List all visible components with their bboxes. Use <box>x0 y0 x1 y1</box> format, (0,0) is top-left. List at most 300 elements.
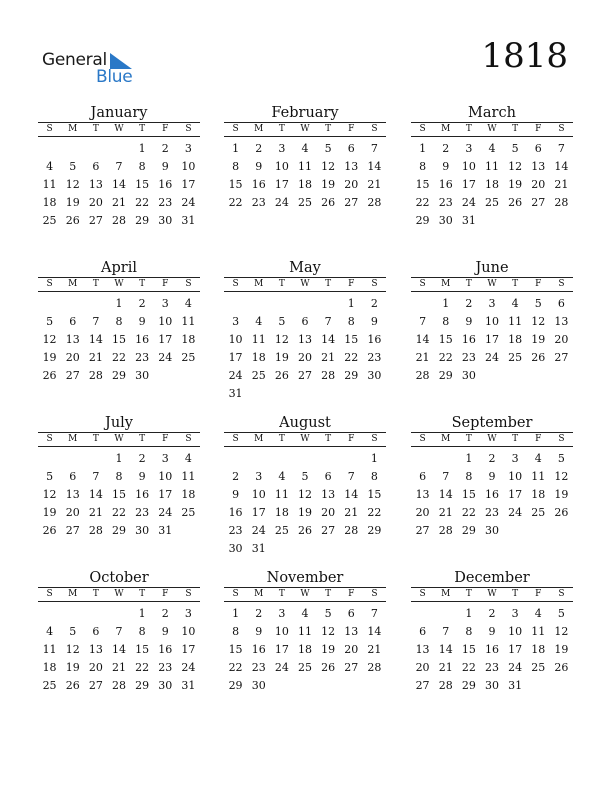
weekday-header: S <box>371 279 378 289</box>
day-cell: 30 <box>135 369 150 382</box>
day-cell: 4 <box>301 142 309 155</box>
weekday-header: T <box>278 589 285 599</box>
day-cell: 3 <box>184 607 192 620</box>
empty-day-cell <box>247 450 270 468</box>
day-cell: 16 <box>158 643 173 656</box>
day-cell: 18 <box>251 351 266 364</box>
day-cell: 29 <box>415 214 430 227</box>
day-cell: 6 <box>69 470 77 483</box>
day-cell: 6 <box>347 607 355 620</box>
day-cell: 11 <box>484 160 499 173</box>
empty-day-cell <box>317 295 340 313</box>
day-cell: 11 <box>42 643 57 656</box>
weekday-header: S <box>558 589 565 599</box>
weekday-header: T <box>325 434 332 444</box>
day-cell: 15 <box>344 333 359 346</box>
day-grid <box>411 450 573 540</box>
day-cell: 13 <box>88 178 103 191</box>
empty-day-cell <box>61 295 84 313</box>
day-cell: 22 <box>135 661 150 674</box>
empty-day-cell <box>247 295 270 313</box>
month-october <box>38 570 200 695</box>
month-name: November <box>266 570 344 586</box>
day-cell: 23 <box>228 524 243 537</box>
day-cell: 8 <box>232 625 240 638</box>
day-cell: 17 <box>181 178 196 191</box>
day-cell: 20 <box>65 506 80 519</box>
day-cell: 15 <box>461 643 476 656</box>
day-cell: 10 <box>158 470 173 483</box>
weekday-header: S <box>46 589 53 599</box>
day-grid <box>411 605 573 695</box>
day-cell: 13 <box>415 643 430 656</box>
empty-day-cell <box>293 450 316 468</box>
day-cell: 21 <box>367 643 382 656</box>
day-cell: 24 <box>228 369 243 382</box>
empty-day-cell <box>84 140 107 158</box>
day-cell: 3 <box>161 297 169 310</box>
day-cell: 24 <box>461 196 476 209</box>
day-cell: 7 <box>115 160 123 173</box>
day-cell: 12 <box>554 625 569 638</box>
day-cell: 13 <box>554 315 569 328</box>
day-cell: 28 <box>111 679 126 692</box>
month-name: October <box>89 570 149 586</box>
day-cell: 21 <box>88 506 103 519</box>
weekday-header: T <box>325 279 332 289</box>
weekday-header-row <box>224 587 386 602</box>
day-cell: 25 <box>251 369 266 382</box>
day-cell: 12 <box>321 625 336 638</box>
day-cell: 30 <box>228 542 243 555</box>
day-cell: 5 <box>534 297 542 310</box>
day-cell: 16 <box>438 178 453 191</box>
day-cell: 8 <box>442 315 450 328</box>
month-name: August <box>279 415 331 431</box>
day-cell: 7 <box>370 142 378 155</box>
weekday-header: S <box>46 124 53 134</box>
day-cell: 20 <box>88 196 103 209</box>
day-cell: 6 <box>419 470 427 483</box>
month-name: June <box>475 260 509 276</box>
weekday-header: S <box>558 124 565 134</box>
empty-day-cell <box>61 450 84 468</box>
weekday-header: M <box>441 434 451 444</box>
day-cell: 29 <box>135 679 150 692</box>
weekday-header-row <box>224 277 386 292</box>
day-cell: 24 <box>508 661 523 674</box>
month-march <box>411 105 573 230</box>
empty-day-cell <box>61 140 84 158</box>
day-cell: 4 <box>46 160 54 173</box>
day-cell: 30 <box>367 369 382 382</box>
day-cell: 27 <box>531 196 546 209</box>
empty-day-cell <box>411 605 434 623</box>
month-name: September <box>451 415 533 431</box>
day-cell: 29 <box>228 679 243 692</box>
day-cell: 5 <box>324 607 332 620</box>
day-cell: 21 <box>367 178 382 191</box>
day-cell: 5 <box>69 160 77 173</box>
day-cell: 2 <box>255 142 263 155</box>
empty-day-cell <box>38 450 61 468</box>
empty-day-cell <box>107 605 130 623</box>
day-cell: 1 <box>115 452 123 465</box>
weekday-header: T <box>139 589 146 599</box>
day-cell: 26 <box>508 196 523 209</box>
day-cell: 10 <box>181 625 196 638</box>
day-cell: 8 <box>465 625 473 638</box>
weekday-header: W <box>114 589 124 599</box>
day-cell: 29 <box>461 679 476 692</box>
day-cell: 23 <box>158 661 173 674</box>
empty-day-cell <box>317 450 340 468</box>
day-cell: 23 <box>367 351 382 364</box>
day-cell: 22 <box>438 351 453 364</box>
day-cell: 12 <box>508 160 523 173</box>
day-cell: 13 <box>415 488 430 501</box>
day-cell: 23 <box>251 196 266 209</box>
day-cell: 20 <box>88 661 103 674</box>
day-cell: 5 <box>46 470 54 483</box>
day-cell: 4 <box>46 625 54 638</box>
day-cell: 14 <box>88 333 103 346</box>
day-cell: 4 <box>534 452 542 465</box>
day-cell: 28 <box>438 679 453 692</box>
weekday-header: T <box>512 279 519 289</box>
day-cell: 10 <box>181 160 196 173</box>
day-cell: 30 <box>158 214 173 227</box>
weekday-header: S <box>185 279 192 289</box>
day-cell: 28 <box>88 369 103 382</box>
day-cell: 3 <box>465 142 473 155</box>
weekday-header: W <box>487 589 497 599</box>
empty-day-cell <box>434 605 457 623</box>
weekday-header: W <box>114 434 124 444</box>
day-cell: 22 <box>111 506 126 519</box>
day-cell: 13 <box>344 625 359 638</box>
day-cell: 1 <box>232 607 240 620</box>
day-cell: 1 <box>465 452 473 465</box>
day-cell: 25 <box>531 506 546 519</box>
weekday-header: T <box>92 434 99 444</box>
weekday-header: F <box>348 589 355 599</box>
day-cell: 18 <box>531 643 546 656</box>
day-cell: 17 <box>508 488 523 501</box>
weekday-header: M <box>68 434 78 444</box>
weekday-header: W <box>300 124 310 134</box>
weekday-header: M <box>254 124 264 134</box>
weekday-header: F <box>162 434 169 444</box>
day-cell: 7 <box>557 142 565 155</box>
day-cell: 24 <box>274 196 289 209</box>
weekday-header: M <box>254 589 264 599</box>
day-cell: 17 <box>158 333 173 346</box>
day-cell: 1 <box>232 142 240 155</box>
weekday-header: T <box>92 124 99 134</box>
day-cell: 16 <box>228 506 243 519</box>
day-cell: 10 <box>461 160 476 173</box>
day-cell: 20 <box>344 178 359 191</box>
day-cell: 15 <box>438 333 453 346</box>
day-cell: 22 <box>111 351 126 364</box>
weekday-header: T <box>92 589 99 599</box>
day-cell: 2 <box>370 297 378 310</box>
day-cell: 9 <box>161 625 169 638</box>
month-september <box>411 415 573 540</box>
day-cell: 9 <box>255 625 263 638</box>
day-cell: 1 <box>138 142 146 155</box>
weekday-header: M <box>68 589 78 599</box>
weekday-header: T <box>465 434 472 444</box>
weekday-header: S <box>232 589 239 599</box>
day-cell: 22 <box>228 196 243 209</box>
empty-day-cell <box>38 295 61 313</box>
day-cell: 25 <box>181 351 196 364</box>
day-cell: 18 <box>297 178 312 191</box>
day-cell: 19 <box>42 351 57 364</box>
day-cell: 22 <box>344 351 359 364</box>
weekday-header: T <box>465 279 472 289</box>
day-cell: 17 <box>508 643 523 656</box>
day-cell: 19 <box>65 196 80 209</box>
day-cell: 12 <box>65 643 80 656</box>
day-cell: 12 <box>42 333 57 346</box>
weekday-header: T <box>278 124 285 134</box>
day-cell: 11 <box>181 315 196 328</box>
day-cell: 13 <box>65 488 80 501</box>
day-cell: 20 <box>554 333 569 346</box>
day-cell: 19 <box>297 506 312 519</box>
day-cell: 13 <box>321 488 336 501</box>
day-cell: 24 <box>158 351 173 364</box>
empty-day-cell <box>411 450 434 468</box>
day-cell: 7 <box>419 315 427 328</box>
day-cell: 31 <box>251 542 266 555</box>
day-cell: 28 <box>554 196 569 209</box>
day-cell: 5 <box>301 470 309 483</box>
day-cell: 19 <box>531 333 546 346</box>
day-cell: 14 <box>367 160 382 173</box>
day-cell: 10 <box>508 470 523 483</box>
day-cell: 13 <box>88 643 103 656</box>
day-grid <box>38 450 200 540</box>
empty-day-cell <box>84 295 107 313</box>
weekday-header-row <box>38 122 200 137</box>
day-cell: 26 <box>554 661 569 674</box>
empty-day-cell <box>38 605 61 623</box>
weekday-header: S <box>371 589 378 599</box>
day-cell: 25 <box>531 661 546 674</box>
day-cell: 27 <box>554 351 569 364</box>
day-cell: 18 <box>181 488 196 501</box>
day-cell: 6 <box>92 625 100 638</box>
day-cell: 26 <box>65 679 80 692</box>
day-cell: 28 <box>344 524 359 537</box>
day-cell: 28 <box>415 369 430 382</box>
month-name: December <box>454 570 530 586</box>
weekday-header: S <box>185 434 192 444</box>
day-cell: 27 <box>297 369 312 382</box>
day-cell: 15 <box>111 333 126 346</box>
day-cell: 13 <box>65 333 80 346</box>
day-cell: 4 <box>488 142 496 155</box>
day-cell: 26 <box>42 369 57 382</box>
day-cell: 22 <box>415 196 430 209</box>
day-cell: 5 <box>278 315 286 328</box>
day-cell: 3 <box>255 470 263 483</box>
weekday-header: T <box>512 124 519 134</box>
day-cell: 2 <box>138 452 146 465</box>
day-cell: 21 <box>438 661 453 674</box>
day-cell: 15 <box>228 643 243 656</box>
day-cell: 14 <box>111 178 126 191</box>
day-cell: 18 <box>531 488 546 501</box>
day-cell: 14 <box>344 488 359 501</box>
weekday-header: M <box>68 279 78 289</box>
day-cell: 2 <box>232 470 240 483</box>
day-cell: 3 <box>278 607 286 620</box>
month-december <box>411 570 573 695</box>
empty-day-cell <box>84 450 107 468</box>
day-cell: 30 <box>135 524 150 537</box>
weekday-header: M <box>68 124 78 134</box>
month-name: July <box>105 415 133 431</box>
day-cell: 30 <box>158 679 173 692</box>
day-cell: 10 <box>228 333 243 346</box>
empty-day-cell <box>411 295 434 313</box>
day-cell: 17 <box>181 643 196 656</box>
day-cell: 21 <box>321 351 336 364</box>
day-cell: 20 <box>531 178 546 191</box>
day-grid <box>224 140 386 212</box>
day-cell: 19 <box>274 351 289 364</box>
day-cell: 28 <box>367 196 382 209</box>
day-cell: 11 <box>181 470 196 483</box>
day-cell: 19 <box>42 506 57 519</box>
day-cell: 11 <box>42 178 57 191</box>
day-cell: 14 <box>438 488 453 501</box>
weekday-header-row <box>411 122 573 137</box>
day-cell: 4 <box>278 470 286 483</box>
day-cell: 21 <box>415 351 430 364</box>
month-november <box>224 570 386 695</box>
weekday-header: S <box>46 279 53 289</box>
day-cell: 1 <box>465 607 473 620</box>
day-cell: 21 <box>554 178 569 191</box>
weekday-header: S <box>558 279 565 289</box>
day-cell: 8 <box>370 470 378 483</box>
weekday-header-row <box>411 587 573 602</box>
weekday-header: S <box>232 434 239 444</box>
day-cell: 25 <box>508 351 523 364</box>
day-cell: 4 <box>184 452 192 465</box>
weekday-header: F <box>535 589 542 599</box>
weekday-header: T <box>278 434 285 444</box>
day-cell: 6 <box>347 142 355 155</box>
day-cell: 24 <box>158 506 173 519</box>
day-cell: 5 <box>557 607 565 620</box>
day-cell: 13 <box>344 160 359 173</box>
day-cell: 14 <box>367 625 382 638</box>
day-cell: 9 <box>488 470 496 483</box>
day-cell: 26 <box>321 196 336 209</box>
day-cell: 21 <box>438 506 453 519</box>
month-name: February <box>271 105 339 121</box>
day-cell: 22 <box>461 661 476 674</box>
weekday-header-row <box>224 432 386 447</box>
day-cell: 23 <box>158 196 173 209</box>
day-cell: 20 <box>344 643 359 656</box>
day-cell: 10 <box>484 315 499 328</box>
day-cell: 22 <box>367 506 382 519</box>
day-cell: 23 <box>438 196 453 209</box>
day-cell: 1 <box>115 297 123 310</box>
day-cell: 21 <box>111 196 126 209</box>
day-cell: 27 <box>88 679 103 692</box>
day-cell: 16 <box>367 333 382 346</box>
day-cell: 3 <box>232 315 240 328</box>
day-cell: 24 <box>181 661 196 674</box>
day-cell: 22 <box>461 506 476 519</box>
day-cell: 19 <box>554 488 569 501</box>
day-cell: 27 <box>415 679 430 692</box>
day-cell: 23 <box>251 661 266 674</box>
day-cell: 25 <box>484 196 499 209</box>
day-cell: 11 <box>531 625 546 638</box>
day-cell: 14 <box>88 488 103 501</box>
day-cell: 15 <box>111 488 126 501</box>
day-cell: 30 <box>484 524 499 537</box>
day-cell: 26 <box>321 661 336 674</box>
empty-day-cell <box>340 450 363 468</box>
weekday-header: M <box>254 434 264 444</box>
weekday-header: F <box>162 279 169 289</box>
day-cell: 9 <box>442 160 450 173</box>
day-cell: 13 <box>297 333 312 346</box>
day-cell: 9 <box>138 470 146 483</box>
day-cell: 1 <box>138 607 146 620</box>
day-cell: 18 <box>42 661 57 674</box>
day-cell: 15 <box>415 178 430 191</box>
month-name: January <box>90 105 148 121</box>
day-cell: 19 <box>321 643 336 656</box>
day-cell: 10 <box>274 625 289 638</box>
day-cell: 9 <box>488 625 496 638</box>
day-cell: 13 <box>531 160 546 173</box>
generalblue-logo <box>42 50 152 90</box>
day-cell: 28 <box>367 661 382 674</box>
empty-day-cell <box>61 605 84 623</box>
day-cell: 29 <box>461 524 476 537</box>
day-cell: 8 <box>347 315 355 328</box>
day-cell: 9 <box>255 160 263 173</box>
day-cell: 16 <box>251 178 266 191</box>
month-february <box>224 105 386 212</box>
day-cell: 1 <box>370 452 378 465</box>
day-cell: 12 <box>321 160 336 173</box>
month-may <box>224 260 386 403</box>
weekday-header: T <box>278 279 285 289</box>
empty-day-cell <box>224 295 247 313</box>
day-cell: 16 <box>135 333 150 346</box>
day-cell: 29 <box>135 214 150 227</box>
day-cell: 21 <box>344 506 359 519</box>
day-grid <box>411 140 573 230</box>
weekday-header: T <box>325 589 332 599</box>
day-cell: 7 <box>442 625 450 638</box>
day-cell: 6 <box>557 297 565 310</box>
